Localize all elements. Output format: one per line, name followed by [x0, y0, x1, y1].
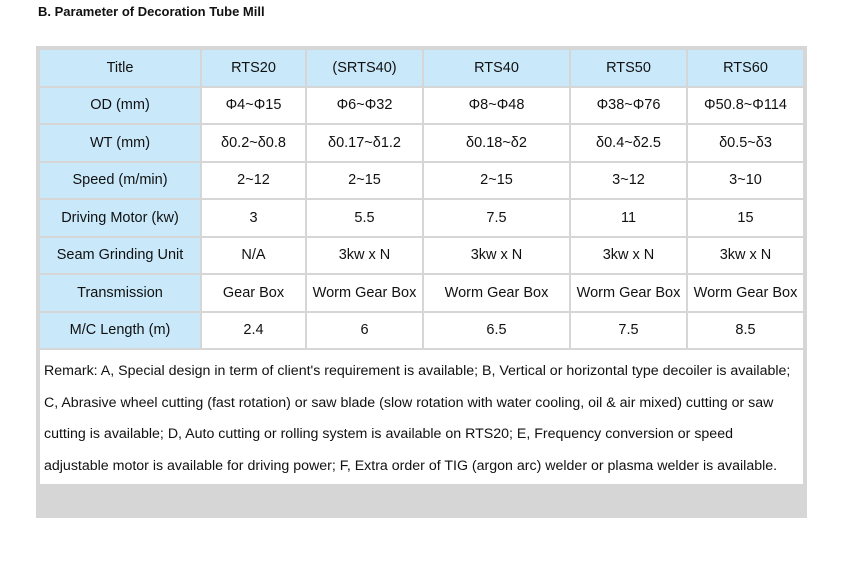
table-cell: N/A — [202, 238, 305, 274]
table-cell: Φ8~Φ48 — [424, 88, 569, 124]
table-cell: Worm Gear Box — [424, 275, 569, 311]
row-label: WT (mm) — [40, 125, 200, 161]
row-label: Speed (m/min) — [40, 163, 200, 199]
table-cell: 3kw x N — [424, 238, 569, 274]
header-cell-title: Title — [40, 50, 200, 86]
table-cell: 6 — [307, 313, 422, 349]
header-cell-rts20: RTS20 — [202, 50, 305, 86]
table-header-row — [40, 50, 803, 86]
table-cell: 3kw x N — [688, 238, 803, 274]
table-cell: 15 — [688, 200, 803, 236]
table-cell: Worm Gear Box — [688, 275, 803, 311]
table-cell: 8.5 — [688, 313, 803, 349]
parameter-table — [38, 48, 805, 486]
table-cell: 2~15 — [307, 163, 422, 199]
table-cell: 3 — [202, 200, 305, 236]
header-cell-srts40: (SRTS40) — [307, 50, 422, 86]
table-cell: 2.4 — [202, 313, 305, 349]
table-cell: 3~10 — [688, 163, 803, 199]
table-row-mc-length — [40, 313, 803, 349]
table-cell: Φ38~Φ76 — [571, 88, 686, 124]
table-cell: 2~15 — [424, 163, 569, 199]
row-label: Seam Grinding Unit — [40, 238, 200, 274]
table-row-seam-grinding — [40, 238, 803, 274]
remark-text: Remark: A, Special design in term of client's requirement is available; B, Vertical or horizontal type decoiler is available; C, Abrasive wheel cutting (fast rotation) or saw blade (slow rotation with water cooling, oil & air mixed) cutting or saw cutting is available; D, Auto cutting or rolling system is available on RTS20; E, Frequency conversion or speed adjustable motor is available for driving power; F, Extra order of TIG (argon arc) welder or plasma welder is available. — [40, 350, 803, 484]
table-cell: 5.5 — [307, 200, 422, 236]
table-cell: δ0.5~δ3 — [688, 125, 803, 161]
table-cell: Worm Gear Box — [571, 275, 686, 311]
table-cell: δ0.18~δ2 — [424, 125, 569, 161]
table-cell: 6.5 — [424, 313, 569, 349]
table-row-od — [40, 88, 803, 124]
table-row-transmission — [40, 275, 803, 311]
row-label: OD (mm) — [40, 88, 200, 124]
table-cell: Φ50.8~Φ114 — [688, 88, 803, 124]
table-cell: 2~12 — [202, 163, 305, 199]
table-cell: 3~12 — [571, 163, 686, 199]
table-cell: δ0.2~δ0.8 — [202, 125, 305, 161]
table-cell: 7.5 — [424, 200, 569, 236]
table-row-remark — [40, 350, 803, 484]
header-cell-rts40: RTS40 — [424, 50, 569, 86]
table-row-driving-motor — [40, 200, 803, 236]
table-row-wt — [40, 125, 803, 161]
table-cell: 3kw x N — [307, 238, 422, 274]
table-cell: Worm Gear Box — [307, 275, 422, 311]
header-cell-rts60: RTS60 — [688, 50, 803, 86]
table-cell: 7.5 — [571, 313, 686, 349]
row-label: Driving Motor (kw) — [40, 200, 200, 236]
row-label: M/C Length (m) — [40, 313, 200, 349]
table-cell: Φ6~Φ32 — [307, 88, 422, 124]
parameter-table-frame — [36, 46, 807, 518]
table-row-speed — [40, 163, 803, 199]
table-cell: 11 — [571, 200, 686, 236]
table-cell: δ0.17~δ1.2 — [307, 125, 422, 161]
header-cell-rts50: RTS50 — [571, 50, 686, 86]
table-cell: Gear Box — [202, 275, 305, 311]
table-cell: 3kw x N — [571, 238, 686, 274]
row-label: Transmission — [40, 275, 200, 311]
table-cell: Φ4~Φ15 — [202, 88, 305, 124]
table-cell: δ0.4~δ2.5 — [571, 125, 686, 161]
page-title: B. Parameter of Decoration Tube Mill — [38, 4, 265, 19]
